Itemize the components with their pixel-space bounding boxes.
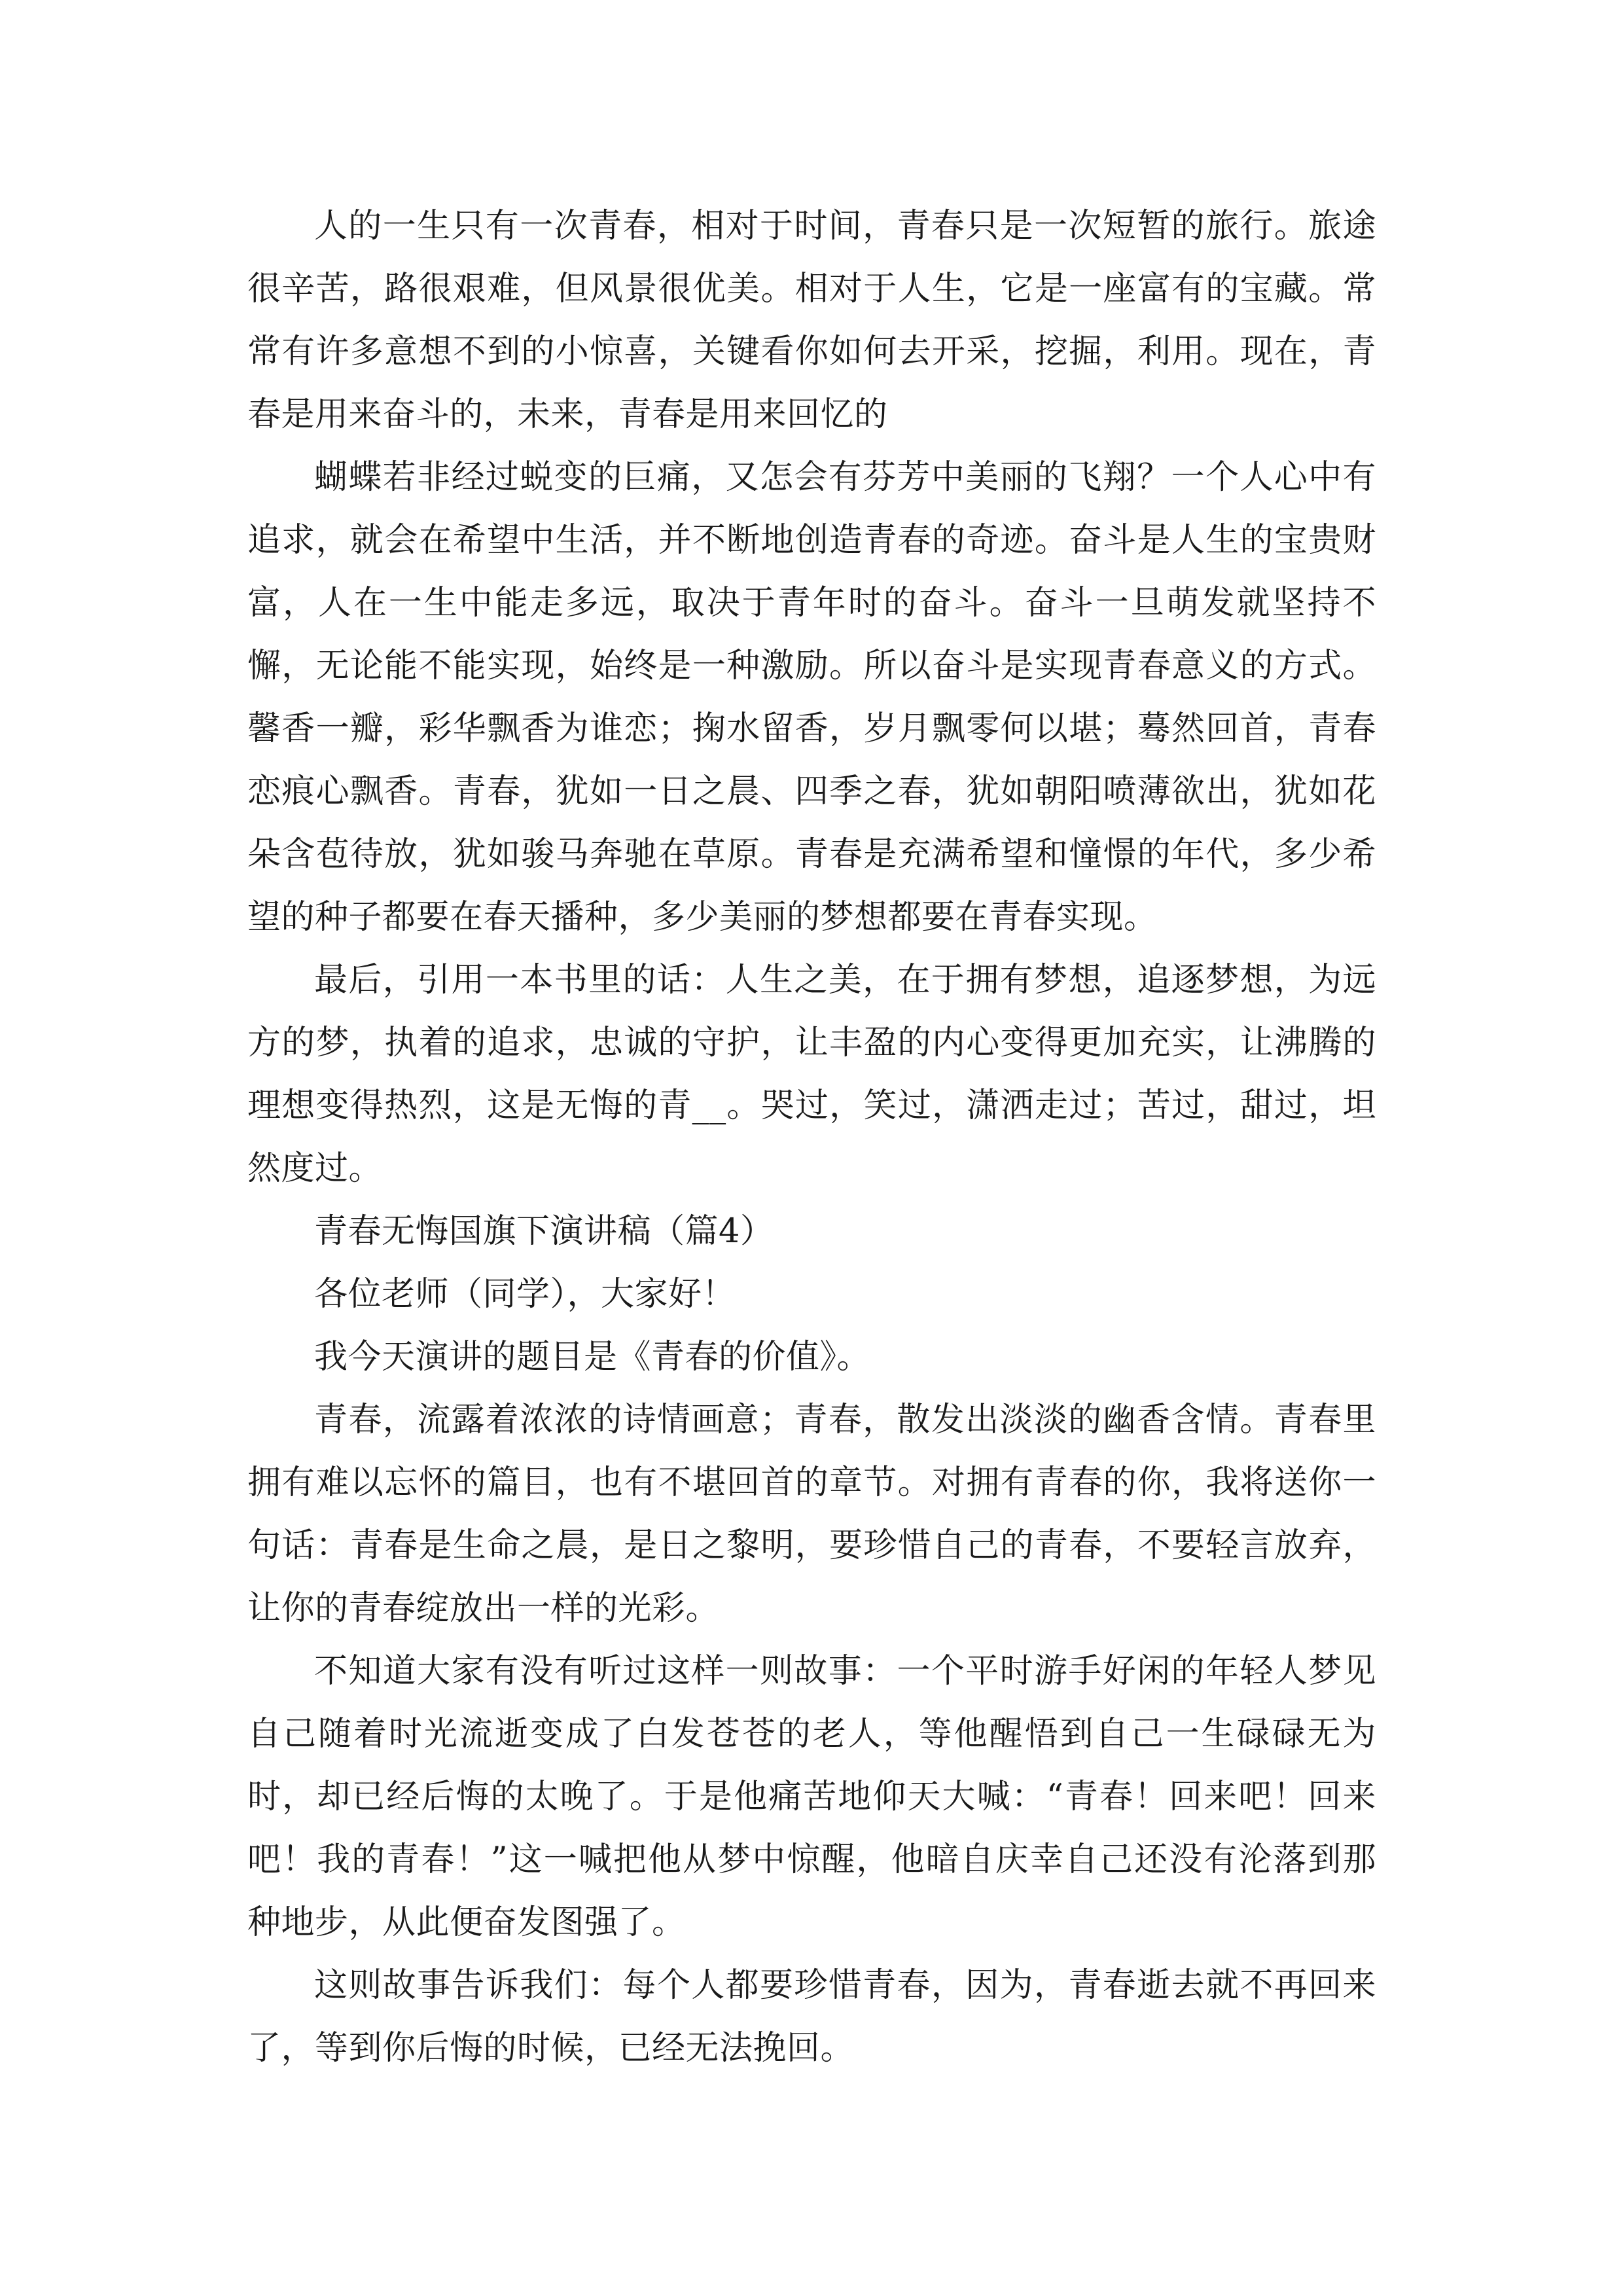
paragraph-story-moral: 这则故事告诉我们：每个人都要珍惜青春，因为，青春逝去就不再回来了，等到你后悔的时候，已经无法挽回。: [247, 1966, 1376, 2068]
paragraph-closing-quote: 最后，引用一本书里的话：人生之美，在于拥有梦想，追逐梦想，为远方的梦，执着的追求，忠诚的守护，让丰盈的内心变得更加充实，让沸腾的理想变得热烈，这是无悔的青__。哭过，笑过，潇洒走过；苦过，甜过，坦然度过。: [247, 961, 1376, 1188]
document-body: [247, 195, 1376, 2080]
paragraph-youth-journey: 人的一生只有一次青春，相对于时间，青春只是一次短暂的旅行。旅途很辛苦，路很艰难，但风景很优美。相对于人生，它是一座富有的宝藏。常常有许多意想不到的小惊喜，关键看你如何去开采，挖掘，利用。现在，青春是用来奋斗的，未来，青春是用来回忆的: [247, 207, 1376, 434]
section-heading: 青春无悔国旗下演讲稿（篇4）: [314, 1212, 774, 1251]
paragraph-youth-poetry: 青春，流露着浓浓的诗情画意；青春，散发出淡淡的幽香含情。青春里拥有难以忘怀的篇目，也有不堪回首的章节。对拥有青春的你，我将送你一句话：青春是生命之晨，是日之黎明，要珍惜自己的青春，不要轻言放弃，让你的青春绽放出一样的光彩。: [247, 1401, 1376, 1628]
greeting: 各位老师（同学），大家好！: [314, 1275, 736, 1314]
speech-topic: 我今天演讲的题目是《青春的价值》。: [314, 1338, 871, 1376]
paragraph-story: 不知道大家有没有听过这样一则故事：一个平时游手好闲的年轻人梦见自己随着时光流逝变成了白发苍苍的老人，等他醒悟到自己一生碌碌无为时，却已经后悔的太晚了。于是他痛苦地仰天大喊：“青春！回来吧！回来吧！我的青春！”这一喊把他从梦中惊醒，他暗自庆幸自己还没有沦落到那种地步，从此便奋发图强了。: [247, 1652, 1376, 1942]
paragraph-butterfly-struggle: 蝴蝶若非经过蜕变的巨痛，又怎会有芬芳中美丽的飞翔？一个人心中有追求，就会在希望中生活，并不断地创造青春的奇迹。奋斗是人生的宝贵财富，人在一生中能走多远，取决于青年时的奋斗。奋斗一旦萌发就坚持不懈，无论能不能实现，始终是一种激励。所以奋斗是实现青春意义的方式。馨香一瓣，彩华飘香为谁恋；掬水留香，岁月飘零何以堪；蓦然回首，青春恋痕心飘香。青春，犹如一日之晨、四季之春，犹如朝阳喷薄欲出，犹如花朵含苞待放，犹如骏马奔驰在草原。青春是充满希望和憧憬的年代，多少希望的种子都要在春天播种，多少美丽的梦想都要在青春实现。: [247, 458, 1376, 937]
